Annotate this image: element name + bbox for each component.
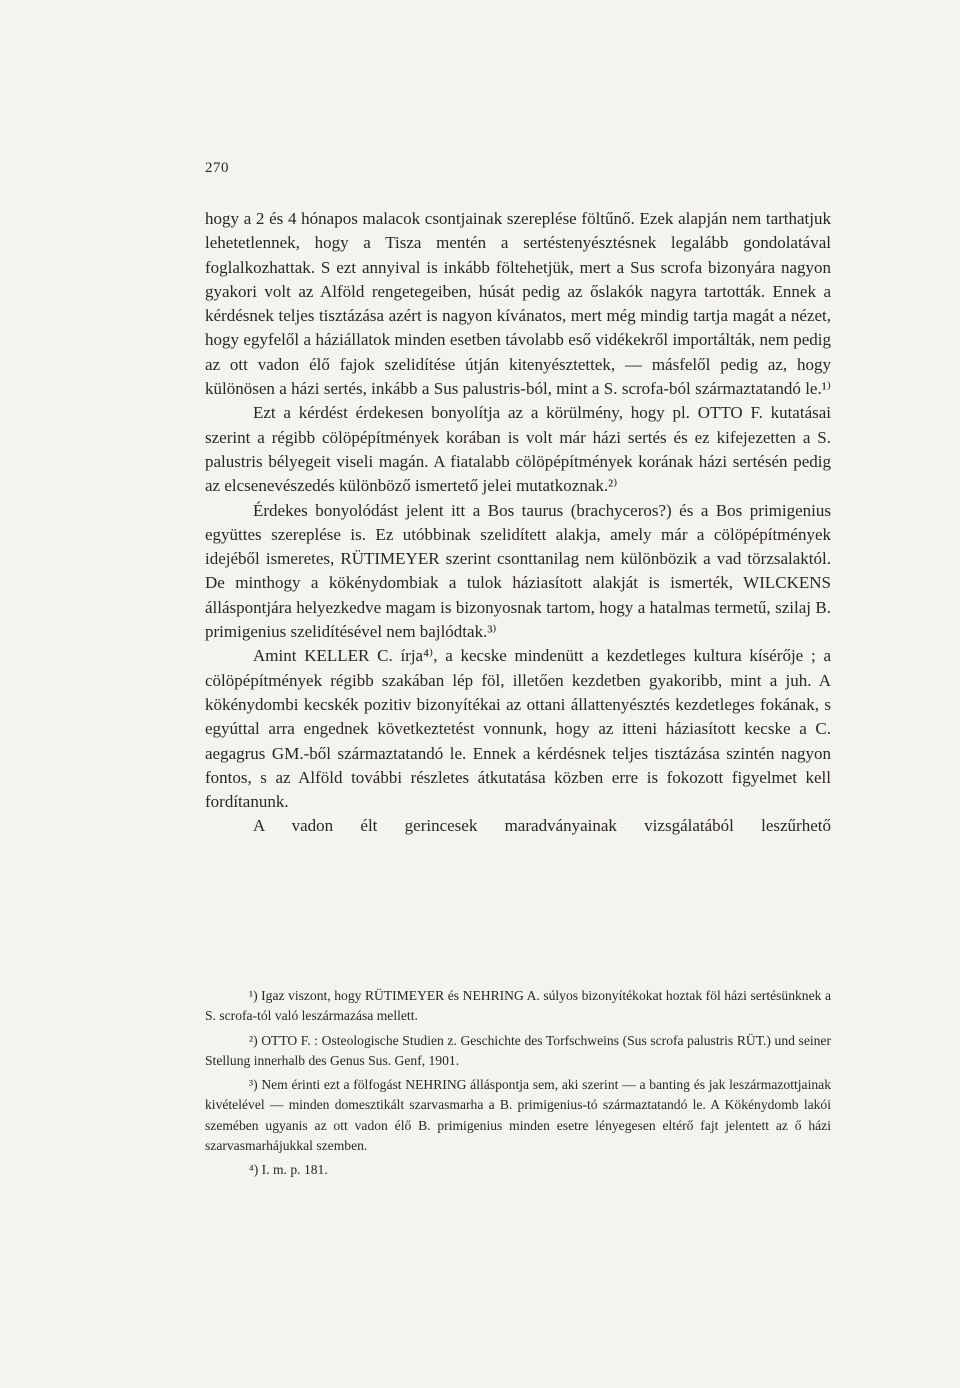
paragraph-2: Ezt a kérdést érdekesen bonyolítja az a körülmény, hogy pl. OTTO F. kutatásai szerint a régibb cölöpépítmények korában is volt már házi sertés és ez kifejezetten a S. palustris bélyegeit viseli magán. A fiatalabb cölöpépítmények korának házi sertésén pedig az elcsenevészedés különböző ismertető jelei mutatkoznak.²⁾ [205,403,831,496]
footnote-3: ³) Nem érinti ezt a fölfogást NEHRING álláspontja sem, aki szerint — a banting és jak leszármazottjainak kivételével — minden domesztikált szarvasmarha a B. primigenius-tó származtatandó le. A Kökénydomb lakói szemében ugyanis az ott vadon élő B. primigenius minden esetre lényegesen eltérő fajt jelentett az ő házi szarvasmarhájukkal szemben. [205,1077,831,1154]
page-number: 270 [205,160,229,176]
body-text [205,207,831,839]
paragraph-5: A vadon élt gerincesek maradványainak vizsgálatából leszűrhető [253,816,831,836]
paragraph-1: hogy a 2 és 4 hónapos malacok csontjainak szereplése föltűnő. Ezek alapján nem tarthatjuk lehetetlennek, hogy a Tisza mentén a sertéstenyésztésnek legalább gondolatával foglalkozhattak. S ezt annyival is inkább föltehetjük, mert a Sus scrofa bizonyára nagyon gyakori volt az Alföld rengetegeiben, húsát pedig az őslakók nagyra tartották. Ennek a kérdésnek teljes tisztázása azért is nagyon kívánatos, mert még mindig tartja magát a nézet, hogy egyfelől a háziállatok minden esetben távolabb eső vidékekről importálták, nem pedig az ott vadon élő fajok szelidítése útján kitenyésztettek, — másfelől pedig az, hogy különösen a házi sertés, inkább a Sus palustris-ból, mint a S. scrofa-ból származtatandó le.¹⁾ [205,209,831,399]
footnote-2: ²) OTTO F. : Osteologische Studien z. Geschichte des Torfschweins (Sus scrofa palustris RÜT.) und seiner Stellung innerhalb des Genus Sus. Genf, 1901. [205,1032,831,1068]
footnotes [205,986,831,1185]
footnote-4: ⁴) I. m. p. 181. [249,1162,328,1178]
paragraph-4: Amint KELLER C. írja⁴⁾, a kecske mindenütt a kezdetleges kultura kísérője ; a cölöpépítmények régibb szakában lép föl, illetően kezdetben gyakoribb, mint a juh. A kökénydombi kecskék pozitiv bizonyítékai az ottani állattenyésztés kezdetleges fokának, s egyúttal arra engednek következtetést vonnunk, hogy az itteni háziasított kecske a C. aegagrus GM.-ből származtatandó le. Ennek a kérdésnek teljes tisztázása szintén nagyon fontos, s az Alföld további részletes átkutatása közben erre is fokozott figyelmet kell fordítanunk. [205,646,831,812]
paragraph-3: Érdekes bonyolódást jelent itt a Bos taurus (brachyceros?) és a Bos primigenius együttes szereplése is. Ez utóbbinak szelidített alakja, amely már a cölöpépítmények idejéből ismeretes, RÜTIMEYER szerint csonttanilag nem különbözik a vad törzsalaktól. De minthogy a kökénydombiak a tulok háziasított alakját is ismerték, WILCKENS álláspontjára helyezkedve magam is bizonyosnak tartom, hogy a hatalmas termetű, szilaj B. primigenius szelidítésével nem bajlódtak.³⁾ [205,500,831,642]
footnote-1: ¹) Igaz viszont, hogy RÜTIMEYER és NEHRING A. súlyos bizonyítékokat hoztak föl házi sertésünknek a S. scrofa-tól való leszármazása mellett. [205,988,831,1024]
